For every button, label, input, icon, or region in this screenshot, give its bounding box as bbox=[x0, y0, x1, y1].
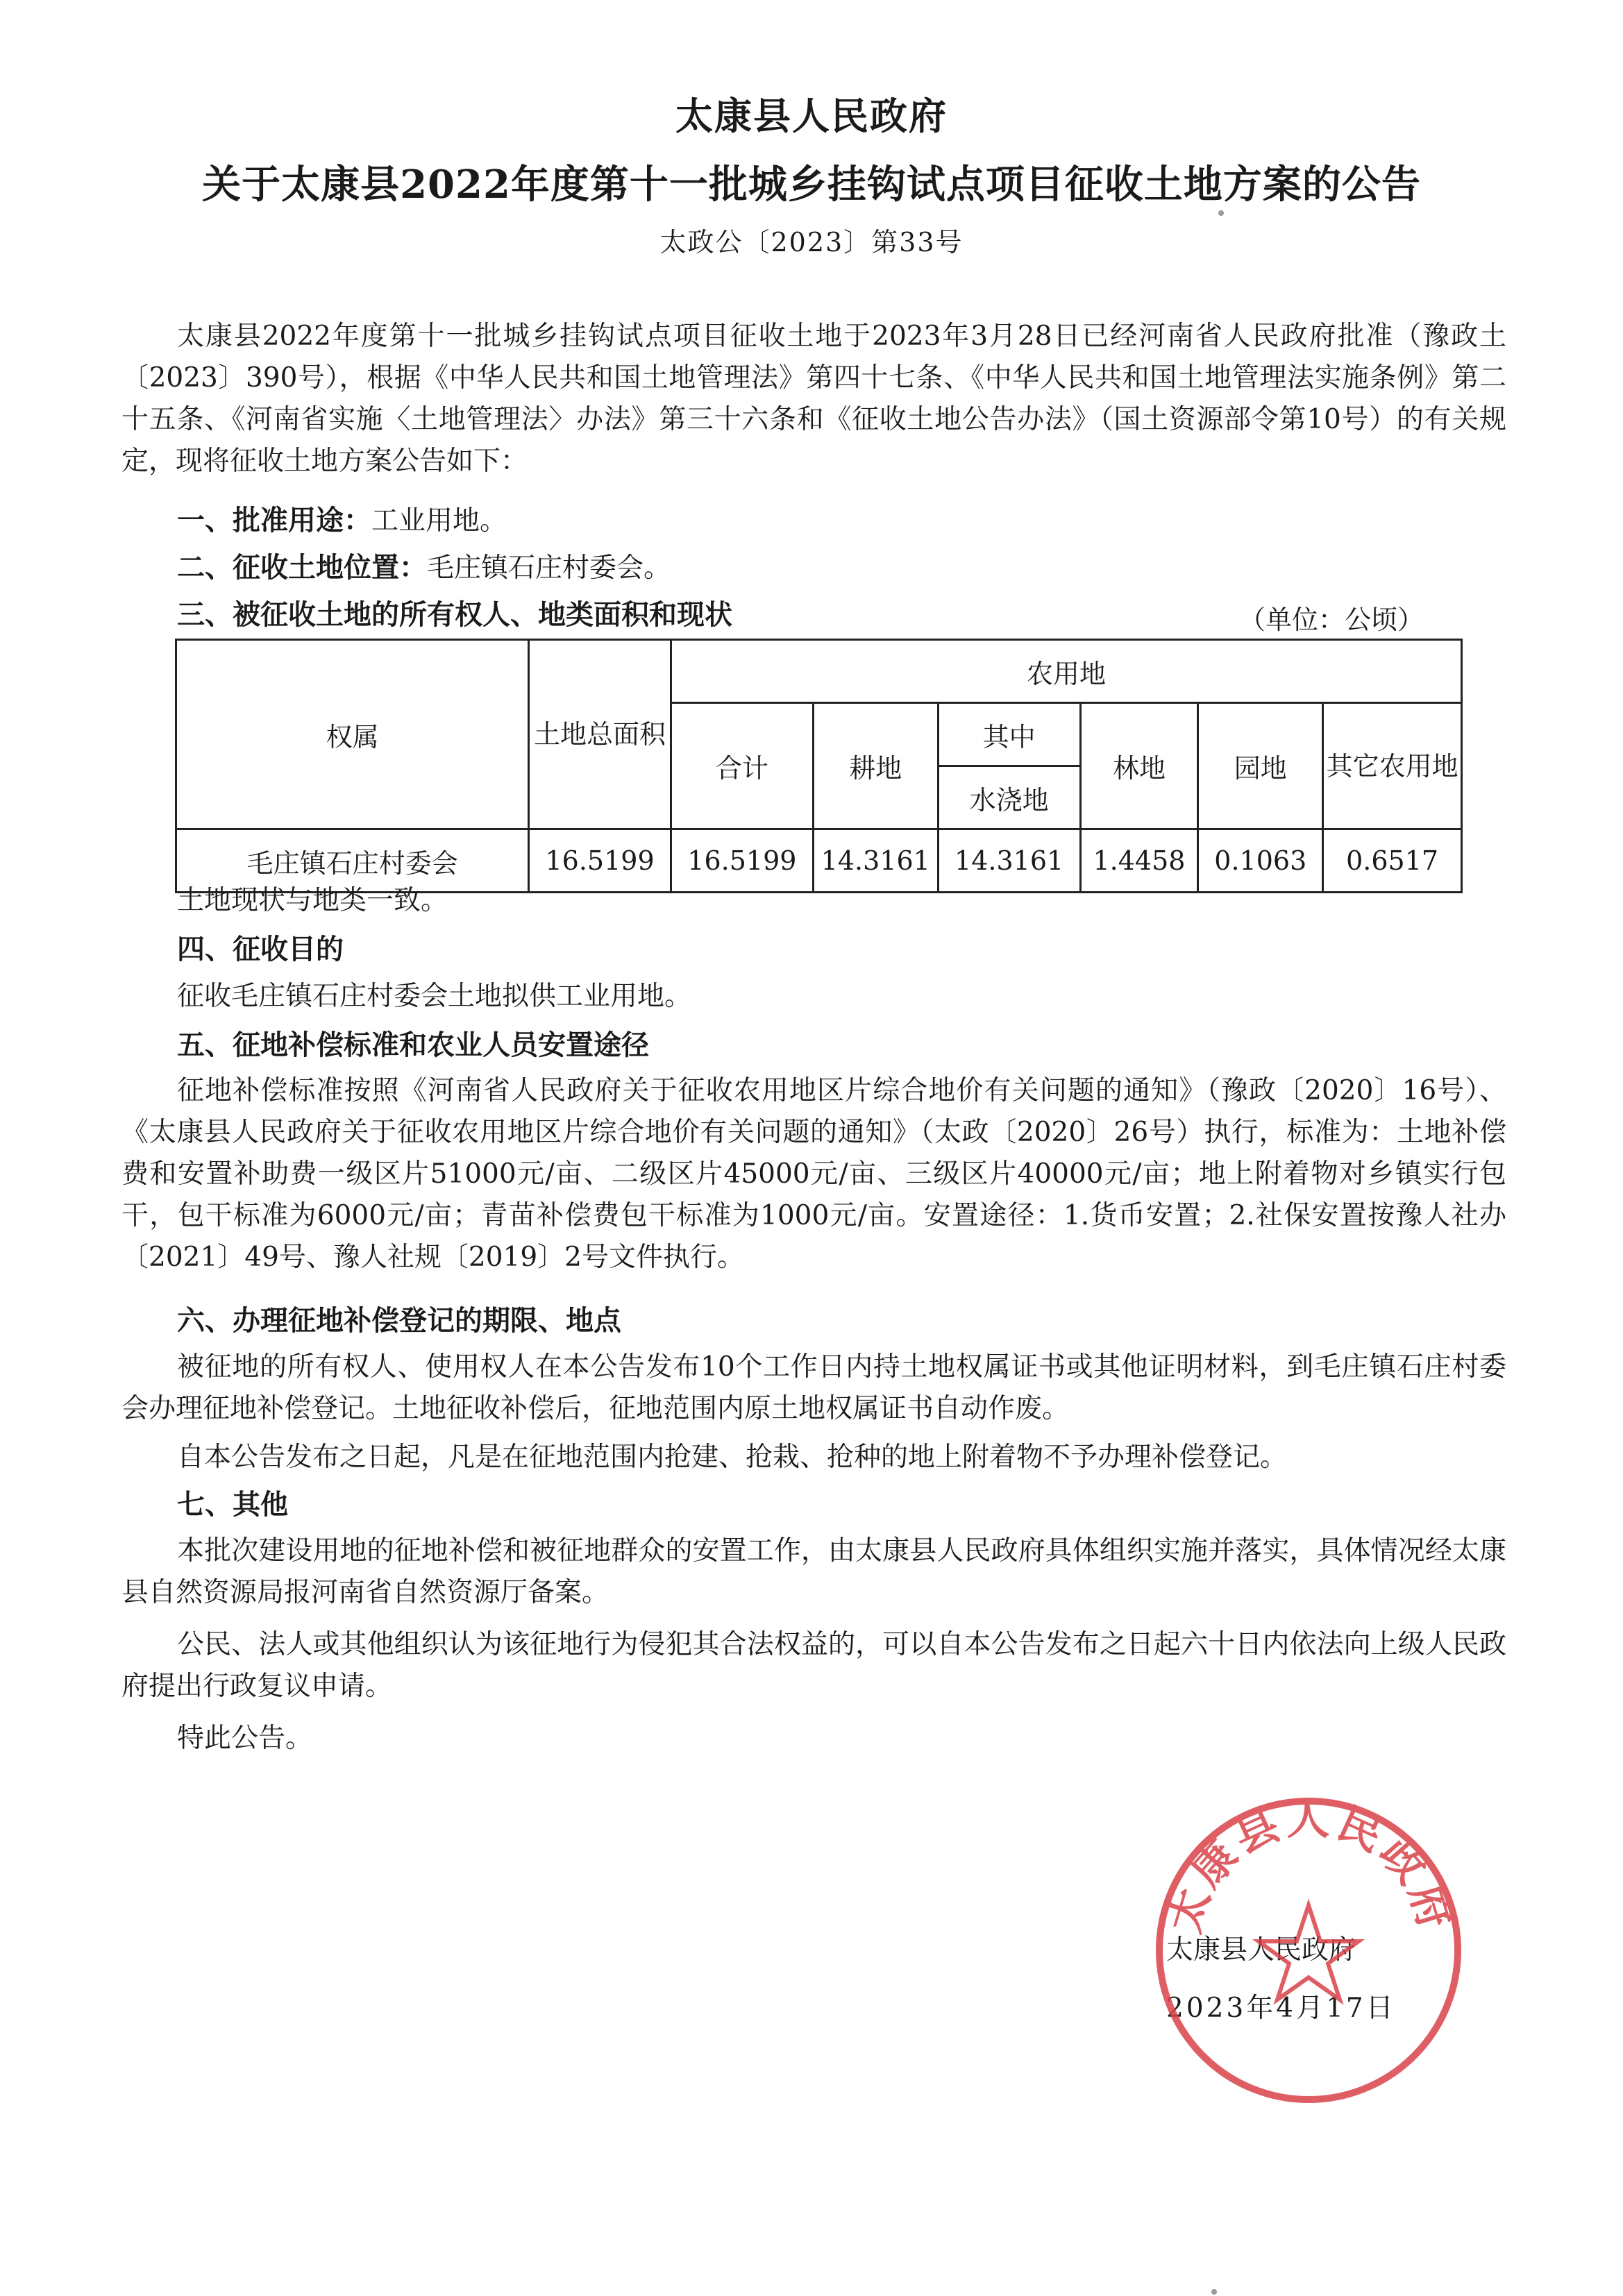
header-garden: 园地 bbox=[1198, 703, 1323, 829]
section-heading: 二、征收土地位置： bbox=[177, 552, 427, 584]
header-sum: 合计 bbox=[671, 703, 813, 829]
section-purpose bbox=[177, 930, 344, 970]
scan-speck bbox=[1218, 210, 1224, 216]
registration-text-2: 自本公告发布之日起，凡是在征地范围内抢建、抢栽、抢种的地上附着物不予办理补偿登记。 bbox=[177, 1442, 1288, 1473]
header-forest: 林地 bbox=[1080, 703, 1198, 829]
issuer-title: 太康县人民政府 bbox=[675, 94, 948, 138]
registration-text-1: 被征地的所有权人、使用权人在本公告发布10个工作日内持土地权属证书或其他证明材料，到毛庄镇石庄村委会办理征地补偿登记。土地征收补偿后，征地范围内原土地权属证书自动作废。 bbox=[121, 1351, 1506, 1424]
header-of-which: 其中 bbox=[938, 703, 1080, 766]
header-farmland: 农用地 bbox=[671, 640, 1461, 703]
cell-irrigated: 14.3161 bbox=[938, 829, 1080, 893]
section-compensation bbox=[177, 1026, 649, 1065]
section-heading: 五、征地补偿标准和农业人员安置途径 bbox=[177, 1029, 649, 1061]
cell-arable: 14.3161 bbox=[813, 829, 938, 893]
section-text: 工业用地。 bbox=[371, 505, 507, 537]
seal-text: 太康县人民政府 bbox=[1159, 1793, 1462, 1939]
section-text: 毛庄镇石庄村委会。 bbox=[427, 552, 671, 584]
cell-forest: 1.4458 bbox=[1080, 829, 1198, 893]
cell-sum: 16.5199 bbox=[671, 829, 813, 893]
section-approved-use bbox=[177, 501, 507, 541]
other-text-1: 本批次建设用地的征地补偿和被征地群众的安置工作，由太康县人民政府具体组织实施并落实，具体情况经太康县自然资源局报河南省自然资源厅备案。 bbox=[121, 1535, 1506, 1608]
cell-owner: 毛庄镇石庄村委会 bbox=[176, 829, 529, 893]
section-heading: 七、其他 bbox=[177, 1489, 288, 1521]
intro-paragraph: 太康县2022年度第十一批城乡挂钩试点项目征收土地于2023年3月28日已经河南省人民政府批准（豫政土〔2023〕390号），根据《中华人民共和国土地管理法》第四十七条、《中华人民共和国土地管理法实施条例》第二十五条、《河南省实施〈土地管理法〉办法》第三十六条和《征收土地公告办法》（国土资源部令第10号）的有关规定，现将征收土地方案公告如下： bbox=[121, 321, 1506, 477]
section-heading: 六、办理征地补偿登记的期限、地点 bbox=[177, 1305, 621, 1337]
header-arable: 耕地 bbox=[813, 703, 938, 829]
land-area-table bbox=[175, 639, 1463, 893]
document-number: 太政公〔2023〕第33号 bbox=[659, 227, 964, 258]
header-other-farmland: 其它农用地 bbox=[1323, 703, 1462, 829]
section-heading: 一、批准用途： bbox=[177, 505, 371, 537]
section-owner-area bbox=[177, 596, 732, 635]
cell-total: 16.5199 bbox=[529, 829, 671, 893]
section-registration bbox=[177, 1301, 621, 1341]
document-title: 关于太康县2022年度第十一批城乡挂钩试点项目征收土地方案的公告 bbox=[202, 162, 1421, 208]
official-seal-icon bbox=[1145, 1787, 1472, 2113]
cell-other: 0.6517 bbox=[1323, 829, 1462, 893]
header-owner: 权属 bbox=[176, 640, 529, 829]
land-status-text: 土地现状与地类一致。 bbox=[177, 885, 448, 916]
section-heading: 三、被征收土地的所有权人、地类面积和现状 bbox=[177, 599, 732, 631]
unit-label: （单位：公顷） bbox=[1239, 605, 1424, 635]
cell-garden: 0.1063 bbox=[1198, 829, 1323, 893]
section-location bbox=[177, 548, 671, 588]
signature-org: 太康县人民政府 bbox=[1166, 1934, 1356, 1966]
closing-text: 特此公告。 bbox=[177, 1723, 313, 1754]
section-other bbox=[177, 1485, 288, 1525]
purpose-text: 征收毛庄镇石庄村委会土地拟供工业用地。 bbox=[177, 981, 692, 1012]
header-total-area: 土地总面积 bbox=[529, 640, 671, 829]
scan-speck bbox=[1211, 2289, 1217, 2295]
compensation-text: 征地补偿标准按照《河南省人民政府关于征收农用地区片综合地价有关问题的通知》（豫政〔2020〕16号）、《太康县人民政府关于征收农用地区片综合地价有关问题的通知》（太政〔2020〕26号）执行，标准为：土地补偿费和安置补助费一级区片51000元/亩、二级区片45000元/亩、三级区片40000元/亩；地上附着物对乡镇实行包干，包干标准为6000元/亩；青苗补偿费包干标准为1000元/亩。安置途径：1.货币安置；2.社保安置按豫人社办〔2021〕49号、豫人社规〔2019〕2号文件执行。 bbox=[121, 1075, 1506, 1273]
header-irrigated: 水浇地 bbox=[938, 766, 1080, 829]
other-text-2: 公民、法人或其他组织认为该征地行为侵犯其合法权益的，可以自本公告发布之日起六十日内依法向上级人民政府提出行政复议申请。 bbox=[121, 1629, 1506, 1702]
section-heading: 四、征收目的 bbox=[177, 934, 344, 965]
signature-date: 2023年4月17日 bbox=[1166, 1993, 1396, 2024]
